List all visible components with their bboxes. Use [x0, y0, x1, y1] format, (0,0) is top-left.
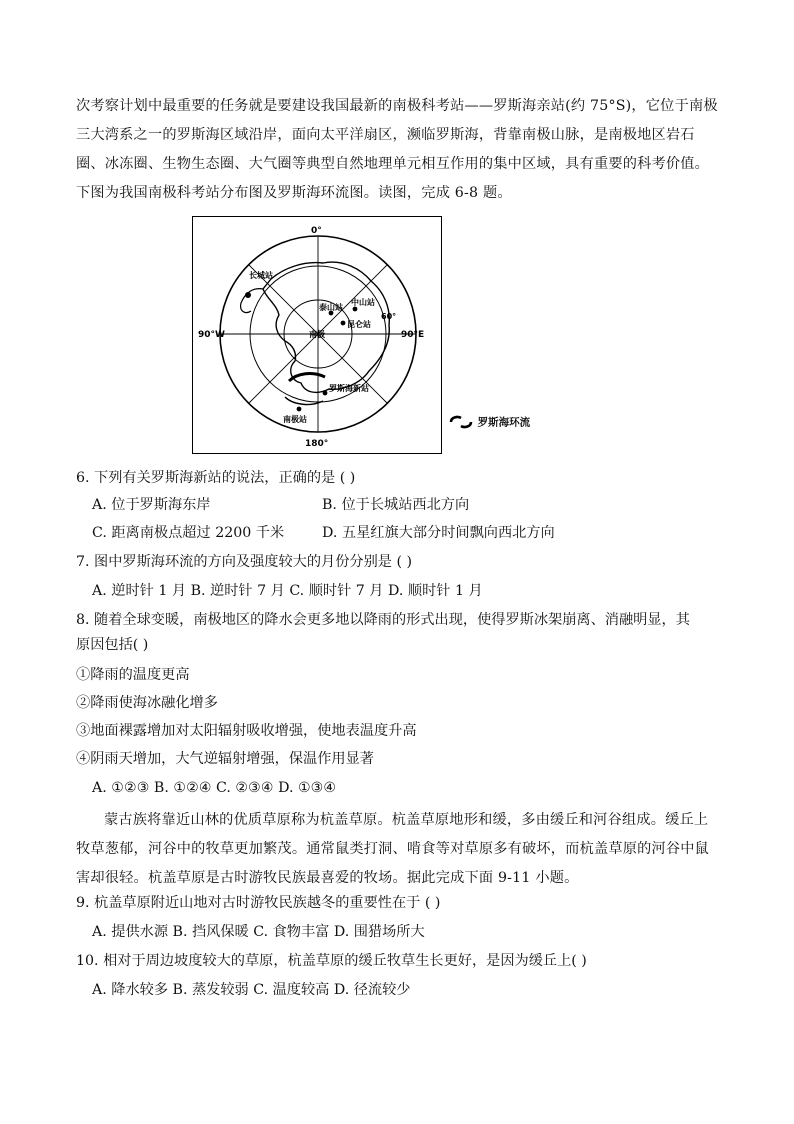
q8-item-3: ③地面裸露增加对太阳辐射吸收增强，使地表温度升高	[76, 723, 417, 739]
map-svg	[193, 217, 440, 452]
kunlun-dot	[341, 321, 346, 326]
q10-stem: 10. 相对于周边坡度较大的草原，杭盖草原的缓丘牧草生长更好，是因为缓丘上( )	[76, 953, 587, 969]
label-60: 60°	[381, 312, 397, 321]
q6-options-row1	[92, 494, 752, 516]
q6-options-row2	[92, 522, 752, 544]
q7-options: A. 逆时针 1 月 B. 逆时针 7 月 C. 顺时针 7 月 D. 顺时针 1 月	[92, 583, 483, 599]
q8-stem-line2: 原因包括( )	[76, 637, 149, 653]
label-zhongshan: 中山站	[351, 298, 375, 307]
q8-stem-line1: 8. 随着全球变暖，南极地区的降水会更多地以降雨的形式出现，使得罗斯冰架崩离、消融明显，其	[76, 612, 690, 628]
q6-option-c: C. 距离南极点超过 2200 千米	[92, 525, 285, 541]
changcheng-dot	[245, 292, 251, 298]
q8-item-2: ②降雨使海冰融化增多	[76, 695, 218, 711]
map-legend	[448, 414, 558, 436]
label-taishan: 泰山站	[319, 303, 343, 312]
gyre-legend-icon	[448, 414, 474, 430]
antarctic-station-map	[192, 216, 442, 454]
q8-item-4: ④阴雨天增加，大气逆辐射增强，保温作用显著	[76, 751, 374, 767]
nanji-dot	[297, 407, 302, 412]
label-180: 180°	[305, 439, 329, 449]
q9-stem: 9. 杭盖草原附近山地对古时游牧民族越冬的重要性在于 ( )	[76, 895, 441, 911]
legend-label: 罗斯海环流	[477, 416, 531, 429]
label-kunlun: 昆仑站	[347, 320, 371, 329]
label-90w: 90°W	[198, 330, 225, 340]
q6-stem: 6. 下列有关罗斯海新站的说法，正确的是 ( )	[76, 470, 356, 486]
q8-item-1: ①降雨的温度更高	[76, 667, 190, 683]
q6-option-a: A. 位于罗斯海东岸	[92, 497, 211, 513]
luosihai-dot	[323, 391, 328, 396]
zhongshan-dot	[353, 307, 358, 312]
label-changcheng: 长城站	[249, 271, 273, 280]
label-0: 0°	[311, 226, 322, 236]
intro-paragraph: 次考察计划中最重要的任务就是要建设我国最新的南极科考站——罗斯海亲站(约 75°S)，它位于南极三大湾系之一的罗斯海区域沿岸，面向太平洋扇区，濒临罗斯海，背靠南极山脉，是南极地区岩石圈、冰冻圈、生物生态圈、大气圈等典型自然地理单元相互作用的集中区域，具有重要的科考价值。下图为我国南极科考站分布图及罗斯海环流图。读图，完成 6-8 题。	[76, 98, 718, 201]
q6-option-d: D. 五星红旗大部分时间飘向西北方向	[322, 525, 555, 541]
label-pole: 南极	[309, 330, 325, 339]
label-nanji: 南极站	[283, 415, 307, 424]
label-luosihai: 罗斯海新站	[329, 384, 369, 393]
q10-options: A. 降水较多 B. 蒸发较弱 C. 温度较高 D. 径流较少	[92, 982, 411, 998]
peninsula-outline	[241, 289, 263, 313]
q7-stem: 7. 图中罗斯海环流的方向及强度较大的月份分别是 ( )	[76, 554, 413, 570]
label-90e: 90°E	[401, 330, 425, 340]
q6-option-b: B. 位于长城站西北方向	[322, 497, 470, 513]
passage2-paragraph: 蒙古族将靠近山林的优质草原称为杭盖草原。杭盖草原地形和缓，多由缓丘和河谷组成。缓丘上牧草葱郁，河谷中的牧草更加繁茂。通常鼠类打洞、啃食等对草原多有破坏，而杭盖草原的河谷中鼠害却很轻。杭盖草原是古时游牧民族最喜爱的牧场。据此完成下面 9-11 小题。	[76, 812, 710, 886]
q9-options: A. 提供水源 B. 挡风保暖 C. 食物丰富 D. 围猎场所大	[92, 924, 425, 940]
q8-options: A. ①②③ B. ①②④ C. ②③④ D. ①③④	[92, 780, 337, 796]
